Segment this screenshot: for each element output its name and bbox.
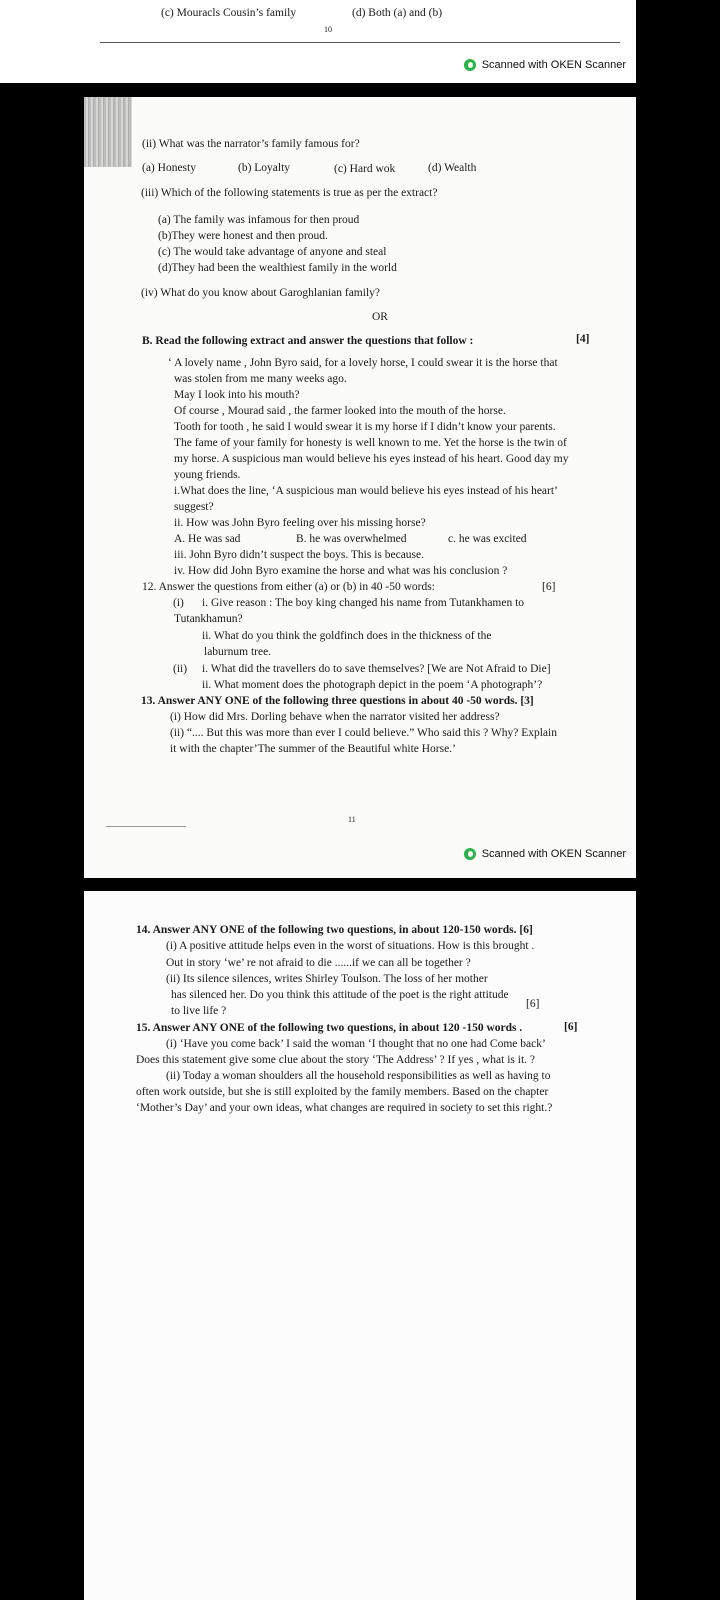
q14-line: (ii) Its silence silences, writes Shirley Toulson. The loss of her mother — [166, 973, 488, 985]
q-iii-option-c: (c) The would take advantage of anyone and steal — [158, 246, 387, 258]
q-ii-option-d: (d) Wealth — [428, 162, 477, 174]
q14-marks: [6] — [526, 998, 540, 1010]
scanner-label: Scanned with OKEN Scanner — [481, 848, 626, 860]
oken-logo-icon — [464, 848, 476, 860]
page-number: 10 — [324, 25, 332, 34]
oken-logo-icon — [464, 59, 476, 71]
question-14: 14. Answer ANY ONE of the following two questions, in about 120-150 words. [6] — [136, 924, 533, 936]
q14-line: to live life ? — [171, 1005, 227, 1017]
q15-line: ‘Mother’s Day’ and your own ideas, what changes are required in society to set this right.? — [136, 1102, 553, 1114]
extract-question-iii: iii. John Byro didn’t suspect the boys. This is because. — [174, 549, 425, 561]
question-iii: (iii) Which of the following statements is true as per the extract? — [141, 187, 438, 199]
q15-marks: [6] — [564, 1021, 578, 1033]
scanner-watermark — [464, 59, 626, 71]
extract-line: young friends. — [174, 469, 241, 481]
page-3 — [84, 891, 636, 1600]
section-b-marks: [4] — [576, 333, 590, 345]
or-label: OR — [372, 311, 388, 323]
option-d: (d) Both (a) and (b) — [352, 7, 443, 19]
question-15: 15. Answer ANY ONE of the following two questions, in about 120 -150 words . — [136, 1022, 523, 1034]
q12-ii-a: i. What did the travellers do to save themselves? [We are Not Afraid to Die] — [202, 663, 551, 675]
q-iii-option-b: (b)They were honest and then proud. — [158, 230, 328, 242]
question-13: 13. Answer ANY ONE of the following three questions in about 40 -50 words. [3] — [141, 695, 534, 707]
feeling-option-b: B. he was overwhelmed — [296, 533, 407, 545]
q12-ii-b: ii. What moment does the photograph depict in the poem ‘A photograph’? — [202, 679, 543, 691]
extract-line: Of course , Mourad said , the farmer looked into the mouth of the horse. — [174, 405, 506, 417]
divider — [100, 42, 620, 43]
option-c: (c) Mouracls Cousin’s family — [161, 7, 297, 19]
page-number: 11 — [348, 815, 356, 824]
q13-ii-cont: it with the chapter’The summer of the Beautiful white Horse.’ — [170, 743, 456, 755]
q-iii-option-a: (a) The family was infamous for then proud — [158, 214, 360, 226]
q12-i-a-cont: Tutankhamun? — [174, 613, 243, 625]
q15-line: (ii) Today a woman shoulders all the household responsibilities as well as having to — [166, 1070, 551, 1082]
q15-line: (i) ‘Have you come back’ I said the woman ‘I thought that no one had Come back’ — [166, 1038, 546, 1050]
q15-line: often work outside, but she is still exploited by the family members. Based on the chapter — [136, 1086, 549, 1098]
extract-line: Tooth for tooth , he said I would swear it is my horse if I didn’t know your parents. — [174, 421, 556, 433]
q14-line: (i) A positive attitude helps even in the worst of situations. How is this brought . — [166, 940, 535, 952]
q-ii-option-c: (c) Hard wok — [334, 163, 396, 175]
extract-line: The fame of your family for honesty is well known to me. Yet the horse is the twin of — [174, 437, 567, 449]
q-iii-option-d: (d)They had been the wealthiest family in the world — [158, 262, 397, 274]
q13-ii: (ii) “.... But this was more than ever I could believe.” Who said this ? Why? Explain — [170, 727, 557, 739]
q13-i: (i) How did Mrs. Dorling behave when the narrator visited her address? — [170, 711, 500, 723]
scanner-watermark — [464, 848, 626, 860]
feeling-option-c: c. he was excited — [448, 533, 527, 545]
question-ii: (ii) What was the narrator’s family famous for? — [142, 138, 360, 150]
feeling-option-a: A. He was sad — [174, 533, 241, 545]
scan-smudge — [84, 97, 132, 167]
q12-i-b-cont: laburnum tree. — [204, 646, 272, 658]
section-b-heading: B. Read the following extract and answer the questions that follow : — [142, 335, 474, 347]
q12-i-label: (i) — [173, 597, 184, 609]
scanner-label: Scanned with OKEN Scanner — [481, 59, 626, 71]
q12-i-b: ii. What do you think the goldfinch does in the thickness of the — [202, 630, 492, 642]
extract-line: May I look into his mouth? — [174, 389, 300, 401]
page-1 — [0, 0, 636, 83]
q12-ii-label: (ii) — [173, 663, 188, 675]
q-ii-option-a: (a) Honesty — [142, 162, 196, 174]
question-iv: (iv) What do you know about Garoghlanian family? — [141, 287, 380, 299]
q14-line: Out in story ‘we’ re not afraid to die ......if we can all be together ? — [166, 957, 471, 969]
extract-line: was stolen from me many weeks ago. — [174, 373, 347, 385]
extract-question-iv: iv. How did John Byro examine the horse and what was his conclusion ? — [174, 565, 508, 577]
page-2 — [84, 97, 636, 878]
q15-line: Does this statement give some clue about the story ‘The Address’ ? If yes , what is it. ? — [136, 1054, 535, 1066]
q12-i-a: i. Give reason : The boy king changed his name from Tutankhamen to — [202, 597, 525, 609]
question-12-marks: [6] — [542, 581, 556, 593]
extract-line: ‘ A lovely name , John Byro said, for a lovely horse, I could swear it is the horse that — [168, 357, 558, 369]
q14-line: has silenced her. Do you think this attitude of the poet is the right attitude — [171, 989, 509, 1001]
divider — [106, 826, 186, 827]
q-ii-option-b: (b) Loyalty — [238, 162, 291, 174]
extract-line: suggest? — [174, 501, 214, 513]
question-12: 12. Answer the questions from either (a) or (b) in 40 -50 words: — [142, 581, 435, 593]
extract-line: ii. How was John Byro feeling over his missing horse? — [174, 517, 426, 529]
extract-line: i.What does the line, ‘A suspicious man would believe his eyes instead of his heart’ — [174, 485, 558, 497]
extract-line: my horse. A suspicious man would believe his eyes instead of his heart. Good day my — [174, 453, 569, 465]
